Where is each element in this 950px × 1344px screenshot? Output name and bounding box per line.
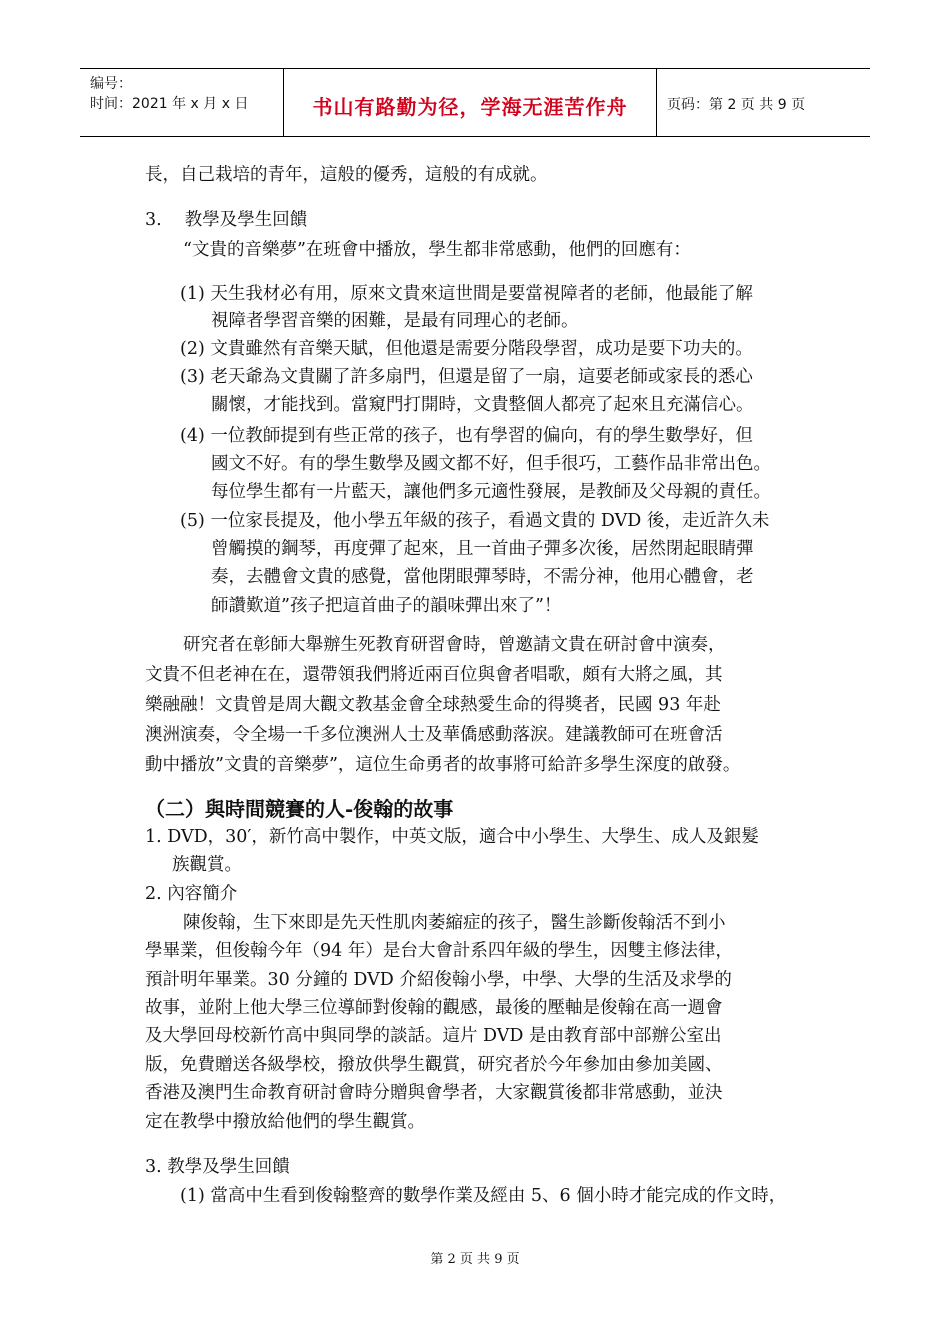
list-item-continuation: 族觀賞。 xyxy=(172,855,242,875)
list-item-continuation: 每位學生都有一片藍天，讓他們多元適性發展，是教師及父母親的責任。 xyxy=(211,482,771,502)
list-item-continuation: 國文不好。有的學生數學及國文都不好，但手很巧，工藝作品非常出色。 xyxy=(211,454,771,474)
page-footer: 第 2 页 共 9 页 xyxy=(430,1252,520,1267)
paragraph-line: 版，免費贈送各級學校，撥放供學生觀賞，研究者於今年參加由參加美國、 xyxy=(145,1055,723,1075)
list-item-continuation: 奏，去體會文貴的感覺，當他閉眼彈琴時，不需分神，他用心體會，老 xyxy=(211,567,754,587)
paragraph-line: 文貴不但老神在在，還帶領我們將近兩百位與會者唱歌，頗有大將之風，其 xyxy=(145,665,723,685)
list-item: 1. DVD，30′，新竹高中製作，中英文版，適合中小學生、大學生、成人及銀髮 xyxy=(145,827,759,847)
paragraph-line: 陳俊翰，生下來即是先天性肌肉萎縮症的孩子，醫生診斷俊翰活不到小 xyxy=(183,913,726,933)
paragraph-line: 學畢業，但俊翰今年（94 年）是台大會計系四年級的學生，因雙主修法律， xyxy=(145,941,733,961)
body-line: “文貴的音樂夢”在班會中播放，學生都非常感動，他們的回應有： xyxy=(183,240,691,260)
list-item-continuation: 師讚歎道”孩子把這首曲子的韻味彈出來了”！ xyxy=(211,596,562,616)
header-page-info: 页码：第 2 页 共 9 页 xyxy=(667,97,806,113)
paragraph-line: 澳洲演奏，令全場一千多位澳洲人士及華僑感動落淚。建議教師可在班會活 xyxy=(145,725,723,745)
list-item: (4) 一位教師提到有些正常的孩子，也有學習的偏向，有的學生數學好，但 xyxy=(180,426,753,446)
header-motto: 书山有路勤为径，学海无涯苦作舟 xyxy=(312,95,628,119)
paragraph-line: 定在教學中撥放給他們的學生觀賞。 xyxy=(145,1112,425,1132)
list-item-continuation: 關懷，才能找到。當窺門打開時，文貴整個人都亮了起來且充滿信心。 xyxy=(211,395,754,415)
section-heading: 3. 教學及學生回饋 xyxy=(145,210,308,230)
paragraph-line: 動中播放”文貴的音樂夢”，這位生命勇者的故事將可給許多學生深度的啟發。 xyxy=(145,755,741,775)
paragraph-line: 樂融融！文貴曾是周大觀文教基金會全球熱愛生命的得獎者，民國 93 年赴 xyxy=(145,695,721,715)
list-item: (1) 天生我材必有用，原來文貴來這世間是要當視障者的老師，他最能了解 xyxy=(180,284,753,304)
list-item-continuation: 曾觸摸的鋼琴，再度彈了起來，且一首曲子彈多次後，居然閉起眼睛彈 xyxy=(211,539,754,559)
list-item: (5) 一位家長提及，他小學五年級的孩子，看過文貴的 DVD 後，走近許久未 xyxy=(180,511,770,531)
list-item: 2. 內容簡介 xyxy=(145,884,238,904)
paragraph-line: 預計明年畢業。30 分鐘的 DVD 介紹俊翰小學，中學、大學的生活及求學的 xyxy=(145,970,732,990)
paragraph-line: 故事，並附上他大學三位導師對俊翰的觀感，最後的壓軸是俊翰在高一週會 xyxy=(145,998,723,1018)
list-item: (3) 老天爺為文貴關了許多扇門，但還是留了一扇，這要老師或家長的悉心 xyxy=(180,367,753,387)
paragraph-line: 研究者在彰師大舉辦生死教育研習會時，曾邀請文貴在研討會中演奏， xyxy=(183,635,726,655)
serial-label: 编号： xyxy=(90,76,132,92)
list-item-continuation: 視障者學習音樂的困難，是最有同理心的老師。 xyxy=(211,311,579,331)
subsection-heading: （二）與時間競賽的人-俊翰的故事 xyxy=(145,797,454,821)
list-item: (2) 文貴雖然有音樂天賦，但他還是需要分階段學習，成功是要下功夫的。 xyxy=(180,339,753,359)
header-left-cell xyxy=(80,69,284,136)
section-heading: 3. 教學及學生回饋 xyxy=(145,1157,290,1177)
header-right-cell xyxy=(657,69,870,136)
paragraph-line: 及大學回母校新竹高中與同學的談話。這片 DVD 是由教育部中部辦公室出 xyxy=(145,1026,722,1046)
header-motto-cell xyxy=(284,69,657,136)
page-header xyxy=(80,68,870,137)
paragraph-line: 香港及澳門生命教育研討會時分贈與會學者，大家觀賞後都非常感動，並決 xyxy=(145,1083,723,1103)
body-line: 長，自己栽培的青年，這般的優秀，這般的有成就。 xyxy=(145,165,548,185)
list-item: (1) 當高中生看到俊翰整齊的數學作業及經由 5、6 個小時才能完成的作文時， xyxy=(180,1186,787,1206)
time-label: 时间：2021 年 x 月 x 日 xyxy=(90,96,249,112)
